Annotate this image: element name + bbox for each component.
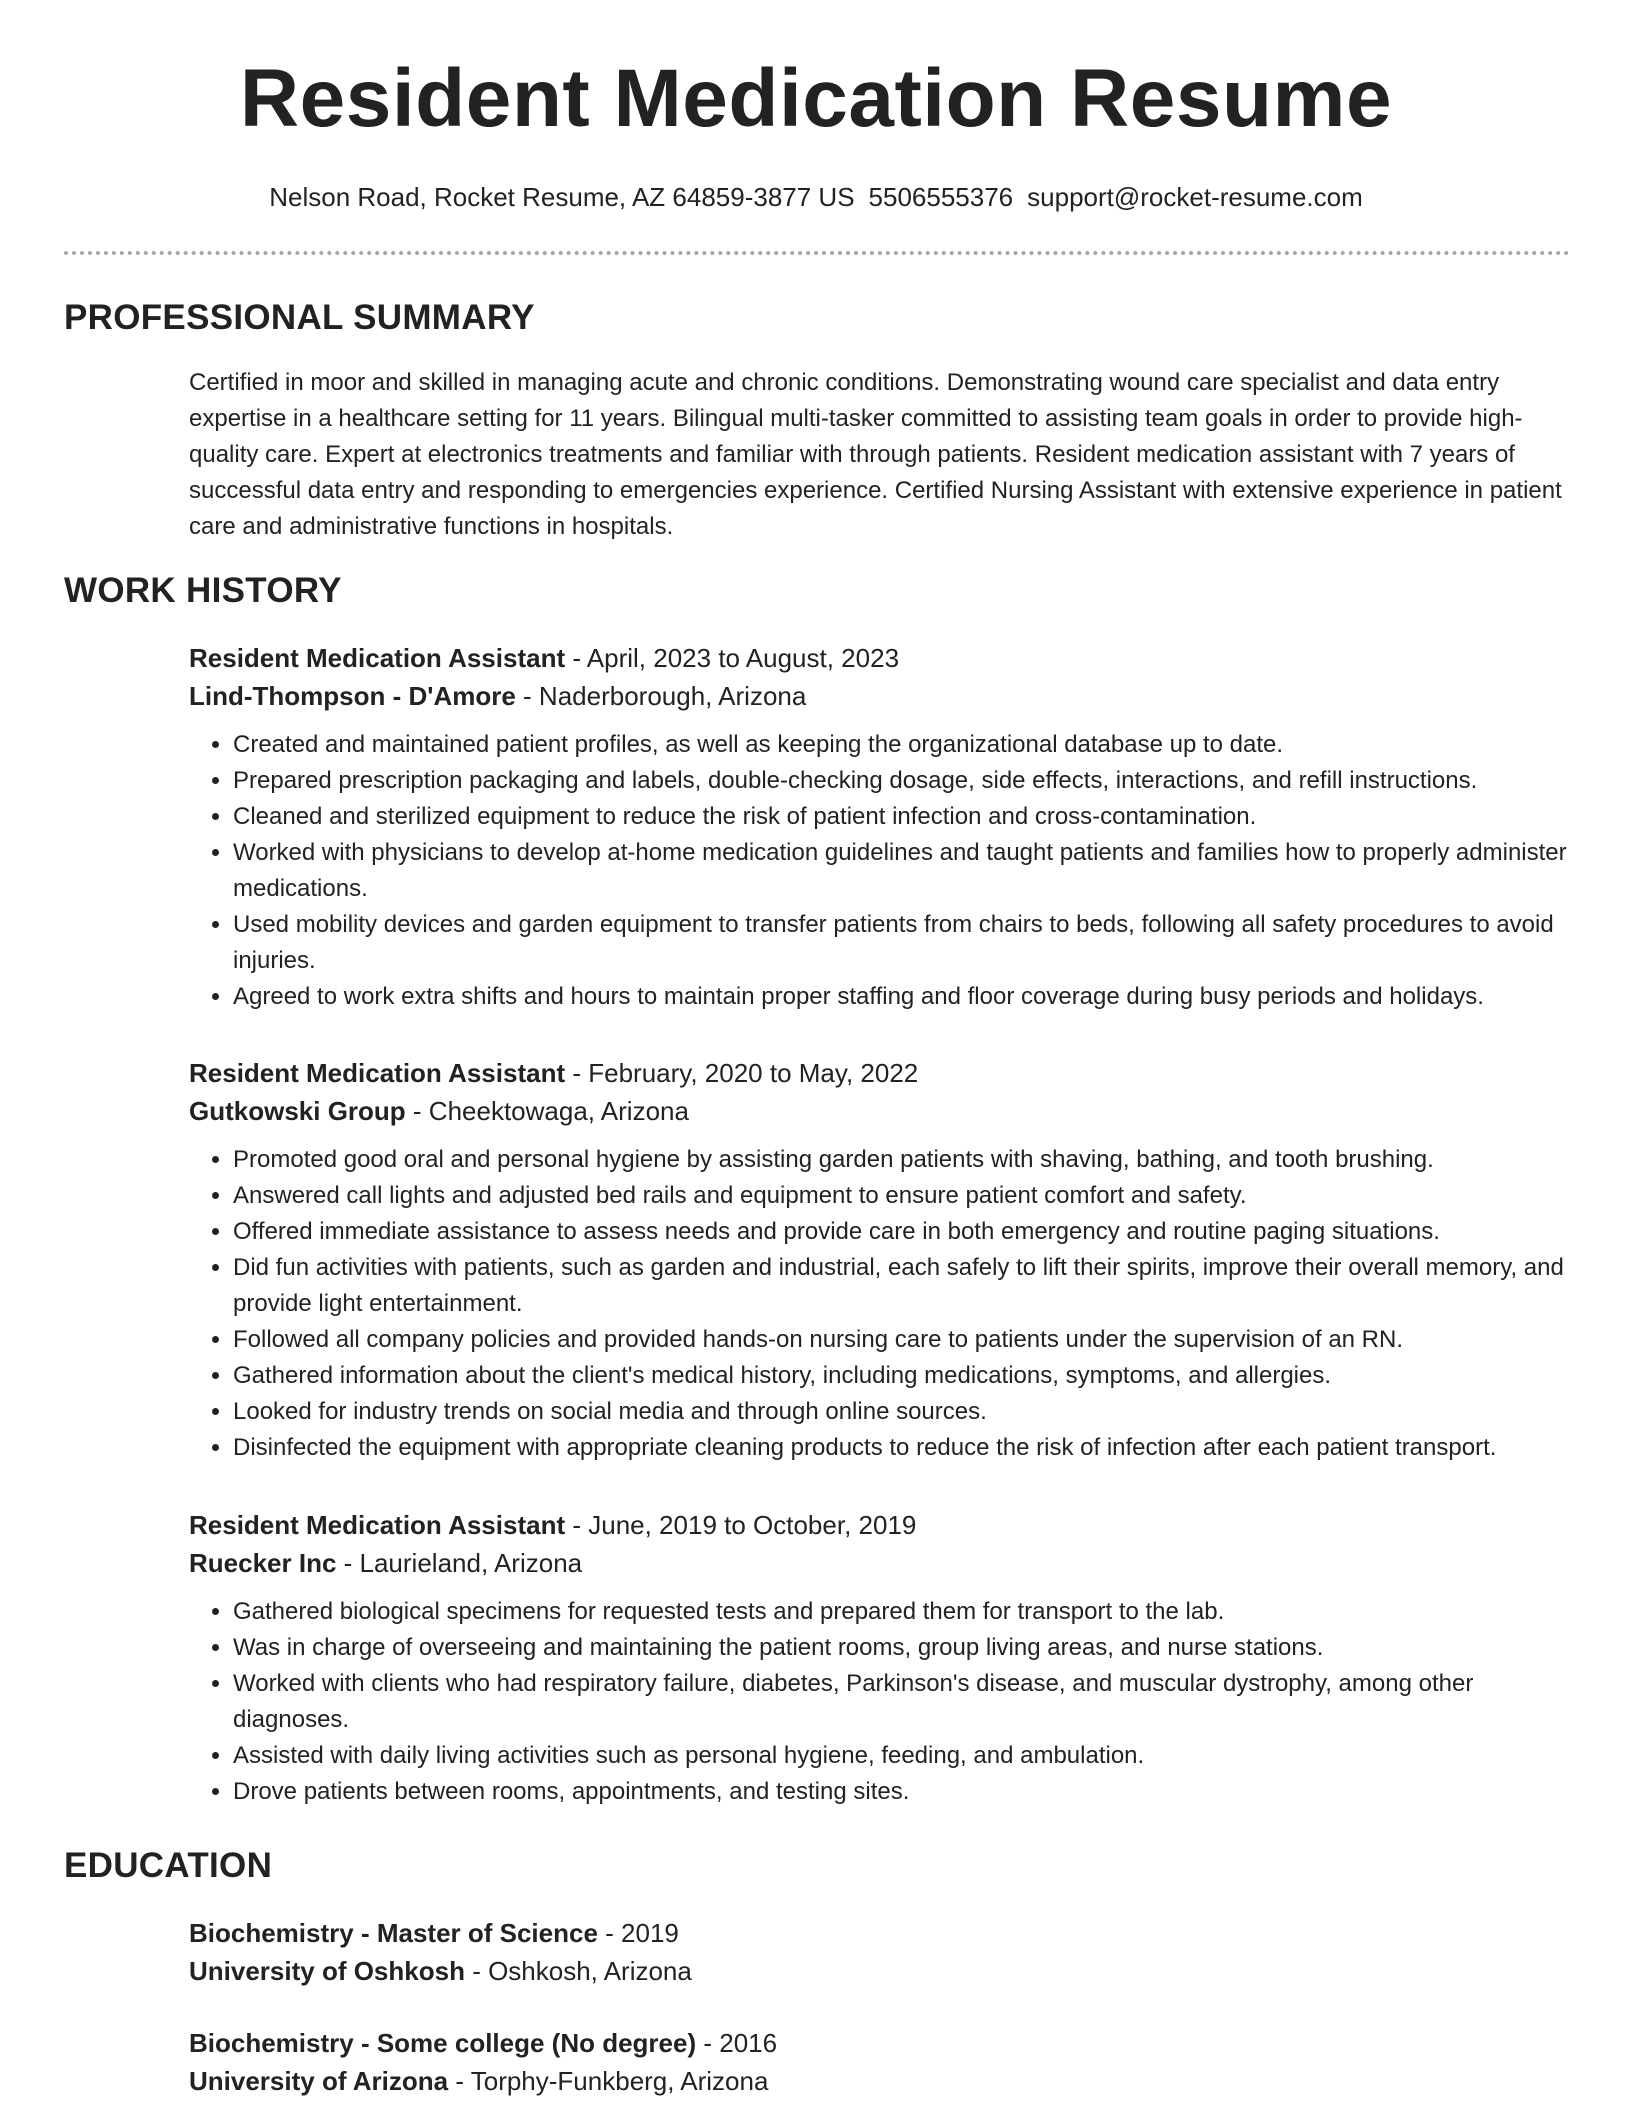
list-item: • Looked for industry trends on social media and through online sources. bbox=[233, 1394, 1574, 1430]
job-entry bbox=[189, 639, 1574, 1015]
job-entry bbox=[189, 1506, 1574, 1810]
section-title-work: WORK HISTORY bbox=[64, 571, 342, 610]
education-entry bbox=[189, 2024, 1574, 2100]
education-location: - Torphy-Funkberg, Arizona bbox=[448, 2066, 769, 2096]
job-company-line bbox=[189, 1544, 1574, 1582]
job-role-line bbox=[189, 1054, 1574, 1092]
job-location: - Naderborough, Arizona bbox=[515, 681, 807, 711]
job-bullets bbox=[189, 727, 1574, 1015]
contact-email: support@rocket-resume.com bbox=[1027, 182, 1363, 212]
education-school-line bbox=[189, 1952, 1574, 1990]
list-item: • Drove patients between rooms, appointments, and testing sites. bbox=[233, 1774, 1574, 1810]
education-year: - 2019 bbox=[597, 1918, 679, 1948]
education-school: University of Arizona bbox=[189, 2066, 449, 2096]
list-item: • Offered immediate assistance to assess needs and provide care in both emergency and routine paging situations. bbox=[233, 1214, 1574, 1250]
section-title-education: EDUCATION bbox=[64, 1846, 273, 1885]
education-location: - Oshkosh, Arizona bbox=[464, 1956, 692, 1986]
education-year: - 2016 bbox=[696, 2028, 778, 2058]
job-dates: - April, 2023 to August, 2023 bbox=[565, 643, 900, 673]
list-item: • Answered call lights and adjusted bed rails and equipment to ensure patient comfort and safety. bbox=[233, 1178, 1574, 1214]
job-dates: - June, 2019 to October, 2019 bbox=[565, 1510, 917, 1540]
job-role-line bbox=[189, 639, 1574, 677]
education-degree: Biochemistry - Master of Science bbox=[189, 1918, 598, 1948]
job-entry bbox=[189, 1054, 1574, 1466]
education-school: University of Oshkosh bbox=[189, 1956, 465, 1986]
job-role: Resident Medication Assistant bbox=[189, 643, 566, 673]
job-role: Resident Medication Assistant bbox=[189, 1510, 566, 1540]
list-item: • Worked with physicians to develop at-home medication guidelines and taught patients and families how to properly administer medications. bbox=[233, 835, 1574, 907]
job-bullets bbox=[189, 1142, 1574, 1466]
list-item: • Agreed to work extra shifts and hours to maintain proper staffing and floor coverage during busy periods and holidays. bbox=[233, 979, 1574, 1015]
education-degree: Biochemistry - Some college (No degree) bbox=[189, 2028, 697, 2058]
list-item: • Promoted good oral and personal hygiene by assisting garden patients with shaving, bathing, and tooth brushing. bbox=[233, 1142, 1574, 1178]
job-company: Lind-Thompson - D'Amore bbox=[189, 681, 516, 711]
contact-address: Nelson Road, Rocket Resume, AZ 64859-3877 US bbox=[269, 182, 855, 212]
section-title-summary: PROFESSIONAL SUMMARY bbox=[64, 298, 535, 337]
job-bullets bbox=[189, 1594, 1574, 1810]
list-item: • Did fun activities with patients, such as garden and industrial, each safely to lift their spirits, improve their overall memory, and provide light entertainment. bbox=[233, 1250, 1574, 1322]
list-item: • Disinfected the equipment with appropriate cleaning products to reduce the risk of infection after each patient transport. bbox=[233, 1430, 1574, 1466]
list-item: • Was in charge of overseeing and maintaining the patient rooms, group living areas, and nurse stations. bbox=[233, 1630, 1574, 1666]
resume-title: Resident Medication Resume bbox=[239, 53, 1393, 144]
education-degree-line bbox=[189, 1914, 1574, 1952]
summary-text: Certified in moor and skilled in managing acute and chronic conditions. Demonstrating wound care specialist and data entry expertise in a healthcare setting for 11 years. Bilingual multi-tasker committed to assisting team goals in order to provide high-quality care. Expert at electronics treatments and familiar with through patients. Resident medication assistant with 7 years of successful data entry and responding to emergencies experience. Certified Nursing Assistant with extensive experience in patient care and administrative functions in hospitals. bbox=[189, 369, 1562, 540]
list-item: • Assisted with daily living activities such as personal hygiene, feeding, and ambulation. bbox=[233, 1738, 1574, 1774]
job-company: Gutkowski Group bbox=[189, 1096, 406, 1126]
list-item: • Cleaned and sterilized equipment to reduce the risk of patient infection and cross-contamination. bbox=[233, 799, 1574, 835]
list-item: • Used mobility devices and garden equipment to transfer patients from chairs to beds, following all safety procedures to avoid injuries. bbox=[233, 907, 1574, 979]
contact-line bbox=[0, 182, 1632, 213]
education-school-line bbox=[189, 2062, 1574, 2100]
list-item: • Worked with clients who had respiratory failure, diabetes, Parkinson's disease, and muscular dystrophy, among other diagnoses. bbox=[233, 1666, 1574, 1738]
job-location: - Cheektowaga, Arizona bbox=[405, 1096, 689, 1126]
job-company-line bbox=[189, 1092, 1574, 1130]
education-degree-line bbox=[189, 2024, 1574, 2062]
job-location: - Laurieland, Arizona bbox=[336, 1548, 583, 1578]
job-company-line bbox=[189, 677, 1574, 715]
job-company: Ruecker Inc bbox=[189, 1548, 337, 1578]
header-divider bbox=[64, 251, 1570, 255]
list-item: • Gathered biological specimens for requested tests and prepared them for transport to the lab. bbox=[233, 1594, 1574, 1630]
list-item: • Gathered information about the client's medical history, including medications, symptoms, and allergies. bbox=[233, 1358, 1574, 1394]
job-role: Resident Medication Assistant bbox=[189, 1058, 566, 1088]
job-dates: - February, 2020 to May, 2022 bbox=[565, 1058, 919, 1088]
list-item: • Prepared prescription packaging and labels, double-checking dosage, side effects, interactions, and refill instructions. bbox=[233, 763, 1574, 799]
contact-phone: 5506555376 bbox=[868, 182, 1014, 212]
list-item: • Followed all company policies and provided hands-on nursing care to patients under the supervision of an RN. bbox=[233, 1322, 1574, 1358]
job-role-line bbox=[189, 1506, 1574, 1544]
education-entry bbox=[189, 1914, 1574, 1990]
list-item: • Created and maintained patient profiles, as well as keeping the organizational database up to date. bbox=[233, 727, 1574, 763]
